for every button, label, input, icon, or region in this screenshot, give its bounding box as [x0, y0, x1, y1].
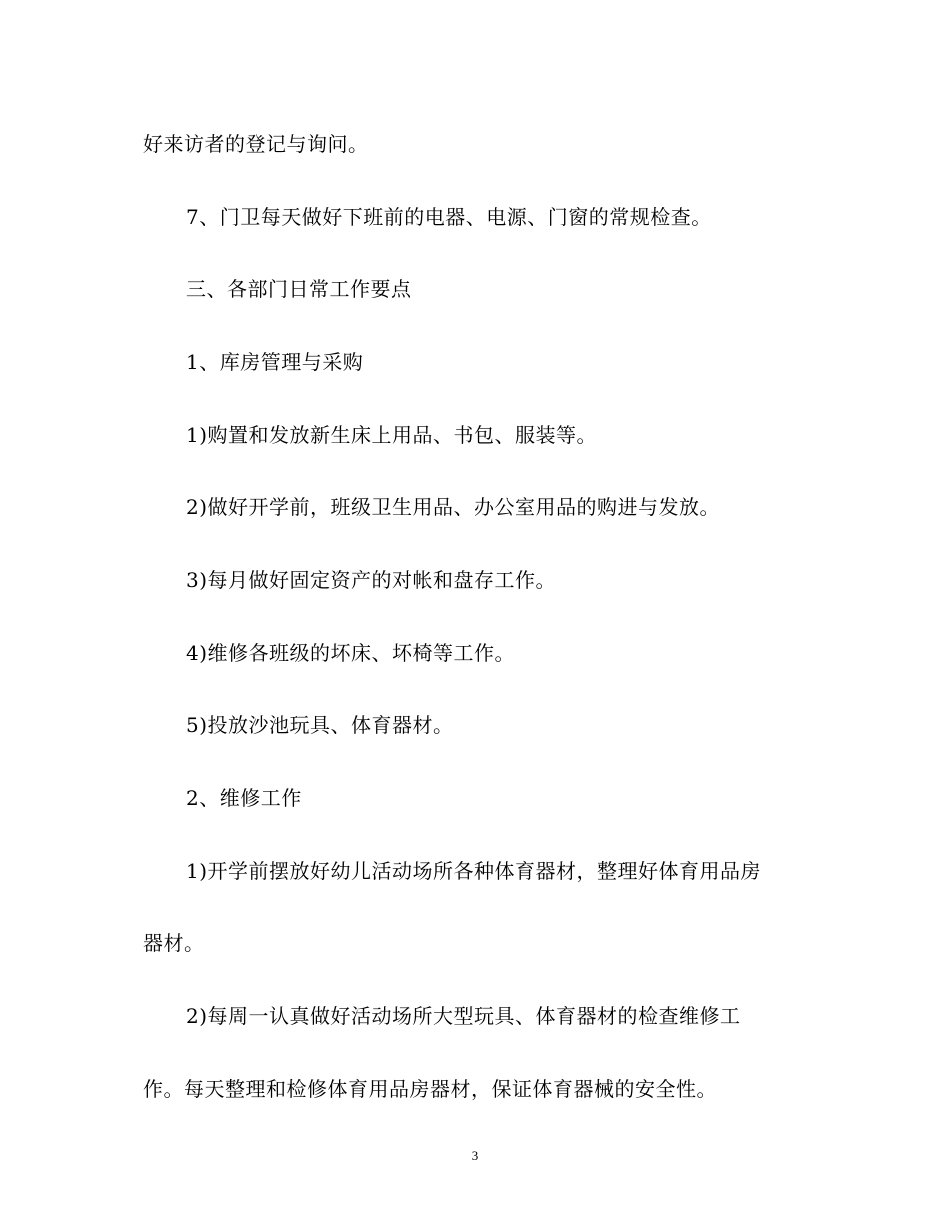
list-item: 1)开学前摆放好幼儿活动场所各种体育器材，整理好体育用品房 [186, 859, 762, 883]
list-item: 2)每周一认真做好活动场所大型玩具、体育器材的检查维修工 [186, 1004, 741, 1028]
list-item: 4)维修各班级的坏床、坏椅等工作。 [186, 641, 516, 665]
subsection-heading: 1、库房管理与采购 [186, 350, 364, 374]
text-line: 作。每天整理和检修体育用品房器材，保证体育器械的安全性。 [143, 1077, 717, 1101]
text-line: 好来访者的登记与询问。 [143, 132, 369, 156]
text-line: 7、门卫每天做好下班前的电器、电源、门窗的常规检查。 [186, 205, 712, 229]
list-item: 1)购置和发放新生床上用品、书包、服装等。 [186, 423, 598, 447]
list-item: 3)每月做好固定资产的对帐和盘存工作。 [186, 568, 557, 592]
text-line: 器材。 [143, 931, 205, 955]
list-item: 2)做好开学前，班级卫生用品、办公室用品的购进与发放。 [186, 495, 721, 519]
list-item: 5)投放沙池玩具、体育器材。 [186, 713, 454, 737]
section-heading: 三、各部门日常工作要点 [186, 277, 412, 301]
page-number: 3 [471, 1148, 479, 1163]
subsection-heading: 2、维修工作 [186, 786, 302, 810]
